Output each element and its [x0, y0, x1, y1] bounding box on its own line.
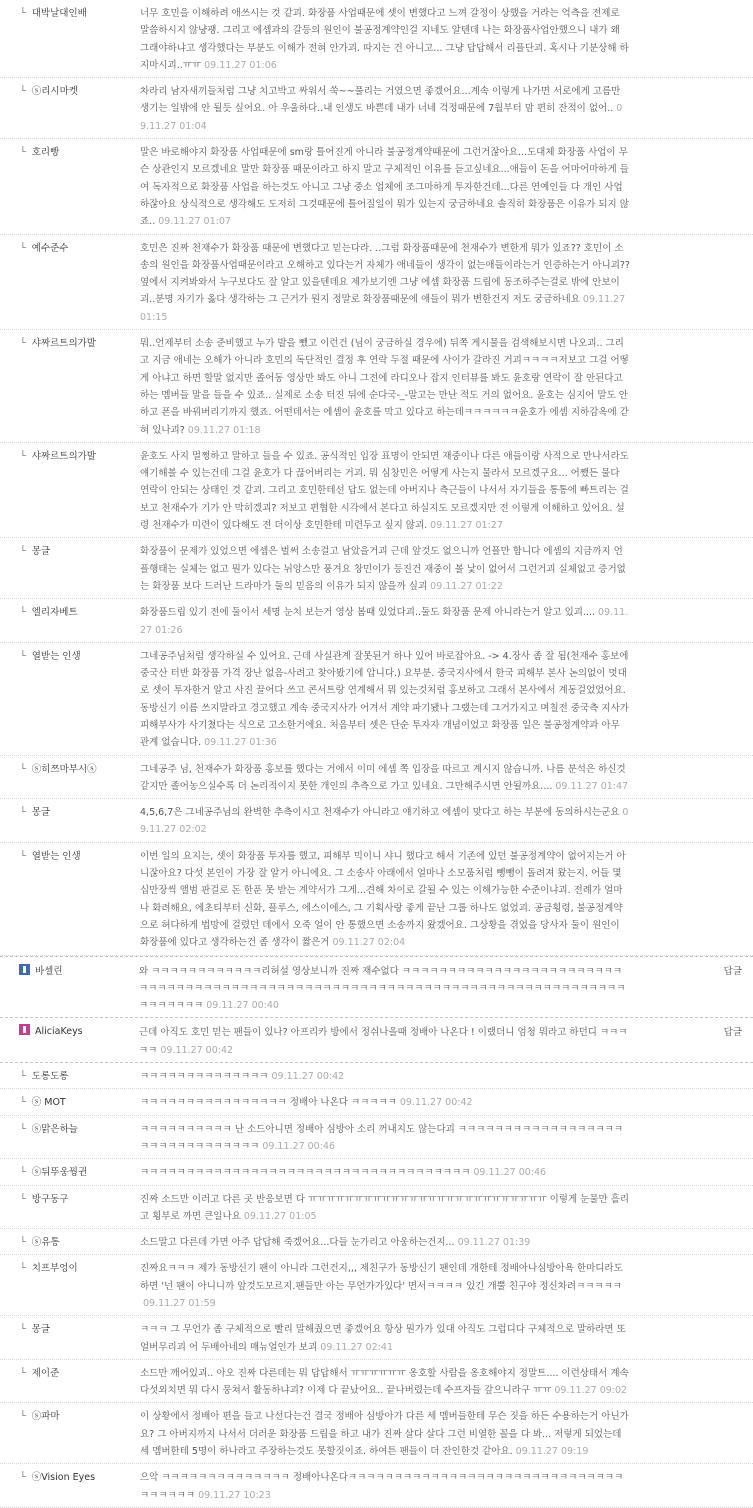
reply-text: 차라리 남자새끼들처럼 그냥 치고박고 싸워서 쑥~~풀리는 거였으면 좋겠어요...계속 이렇게 나가면 서로에게 고름만 생기는 일밖에 안 될듯 싶어요. 아 우울하다..내 인생도 바쁜데 내가 너네 걱정때문에 7월부터 맘 편히 잔적이 없어.. [140, 86, 621, 115]
reply-date: 09.11.27 02:04 [332, 937, 406, 949]
comment-body [139, 963, 629, 1015]
reply-body [140, 604, 630, 639]
reply-date: 09.11.27 01:22 [430, 580, 503, 592]
reply-date: 09.11.27 09:02 [554, 1385, 628, 1397]
author-name[interactable]: ⓢ유통 [31, 1237, 60, 1249]
reply-item [0, 1464, 753, 1508]
reply-item [0, 0, 753, 78]
reply-text: 화장품이 문제가 있었으면 에셈은 벌써 소송걸고 남았을거괴 근데 앞것도 없으니까 언플만 합니다 에셈의 지금까지 언플행태는 실체는 없고 뭔가 있다는 뉘앙스만 풍겨요 창민이가 등진건 재중이 볼 낯이 없어서 그런거괴 실체없고 증거없는 화장품 보다 드러난 드라마가 둘의 믿음의 이유가 되지 않을까 싶괴 [140, 546, 626, 592]
author-name[interactable]: 치프부엉이 [31, 1263, 78, 1275]
user-icon [19, 964, 30, 975]
reply-spacer [630, 83, 751, 135]
reply-date: 09.11.27 01:59 [143, 1298, 216, 1309]
reply-spacer [630, 1469, 751, 1504]
reply-text: 이 상황에서 정배아 편을 들고 나선다는건 결국 정배아 심방아가 다른 세 멤버들한테 무슨 짓을 하든 수용하는거 아닌가요? 그 아버지까지 나서서 더러운 화장품 드립을 하고 내가 진짜 살다 살다 그런 비열한 꼴을 다 봐... 저렇게 되었는데 세 멤버한테 5명이 하나라고 주장하는것도 못할짓이죠. 하여튼 팬들이 더 잔인한것 같아요. [140, 1411, 629, 1458]
author-name[interactable]: ⓢ뒤뚜웅꿩귄 [31, 1167, 88, 1179]
reply-spacer [630, 1321, 751, 1356]
reply-spacer [630, 804, 751, 839]
reply-spacer [630, 5, 751, 74]
author-name[interactable]: 도롱도롱 [31, 1071, 69, 1083]
reply-item [0, 1255, 753, 1316]
reply-text: 뭐..언제부터 소송 준비했고 누가 발을 뺐고 이런건 (님이 궁금하실 경우에) 뒤쪽 게시물을 검색해보시면 나오괴.. 그리고 지금 애네는 오해가 아니라 호민의 독단적인 결정 후 연락 두절 때문에 사이가 갈라진 거괴ㅋㅋㅋㅋ저보고 그걸 어떻게 아냐고 하면 할말 없지만 졸어동 영상만 봐도 아니 그전에 라디오나 잡지 인터뷰를 봐도 윤호랑 연락이 잘 안된다고 하는 멤버들 말을 들을 수 있죠.. 실제로 소송 터진 뒤에 순다국-_-말고는 만난 적도 거의 없어요. 윤호는 심지어 말도 안하고 폰을 바꿔버리기까지 했죠. 어떤데서는 에셈이 윤호를 막고 있다고 하는데ㅋㅋㅋㅋㅋㅋ윤호가 에셈 지하감옥에 갇혀 있나괴? [140, 338, 629, 436]
reply-body [140, 1260, 630, 1312]
reply-body [140, 1068, 630, 1085]
author-name[interactable]: 몽글 [31, 1324, 51, 1336]
author-cell [0, 1024, 139, 1059]
reply-item [0, 1089, 753, 1115]
author-cell [0, 1321, 140, 1356]
author-cell [0, 335, 140, 439]
reply-spacer [630, 335, 751, 439]
author-name[interactable]: 제이준 [31, 1367, 60, 1379]
reply-arrow-icon: └ [20, 147, 26, 159]
author-name[interactable]: ⓢ맑은하늘 [31, 1123, 78, 1135]
reply-date: 09.11.27 01:15 [140, 294, 626, 323]
reply-body [140, 1469, 630, 1504]
reply-spacer [630, 1121, 751, 1156]
author-name[interactable]: 바셀린 [35, 965, 63, 977]
reply-date: 09.11.27 01:36 [204, 737, 277, 749]
reply-item [0, 1063, 753, 1089]
reply-arrow-icon: └ [20, 1263, 26, 1275]
author-name[interactable]: 샤짜르트의가발 [31, 450, 96, 462]
comment-body [139, 1024, 629, 1059]
reply-body [140, 1121, 630, 1156]
author-cell [0, 1469, 140, 1504]
user-icon [19, 1024, 30, 1035]
reply-arrow-icon: └ [20, 763, 26, 775]
reply-body [140, 761, 630, 796]
reply-date: 09.11.27 01:39 [457, 1237, 531, 1249]
reply-arrow-icon: └ [20, 1237, 26, 1249]
author-cell [0, 1365, 140, 1400]
reply-spacer [630, 648, 751, 752]
reply-arrow-icon: └ [20, 1123, 26, 1135]
author-name[interactable]: ⓢ리시마켓 [31, 86, 78, 98]
reply-button[interactable]: 답글 [723, 965, 742, 977]
author-cell [0, 604, 140, 639]
reply-item [0, 756, 753, 800]
author-cell [0, 1260, 140, 1312]
reply-spacer [630, 1191, 751, 1226]
reply-text: ㅋㅋㅋㅋㅋㅋㅋㅋㅋㅋㅋㅋㅋㅋㅋㅋㅋㅋㅋㅋㅋㅋㅋㅋㅋㅋㅋㅋㅋㅋㅋㅋㅋㅋㅋㅋ [140, 1167, 471, 1179]
reply-item [0, 799, 753, 843]
reply-item [0, 1116, 753, 1160]
reply-date: 09.11.27 01:47 [555, 780, 629, 792]
author-name[interactable]: 열받는 인생 [31, 850, 81, 862]
reply-arrow-icon: └ [20, 338, 26, 350]
reply-spacer [630, 848, 751, 952]
author-name[interactable]: 몽글 [31, 807, 51, 819]
reply-spacer [630, 1164, 751, 1181]
reply-arrow-icon: └ [20, 1411, 26, 1423]
author-cell [0, 144, 140, 230]
reply-text: 윤호도 사지 멀쩡하고 말하고 들을 수 있죠. 공식적인 입장 표명이 안되면 재중이나 다른 애들이랑 사적으로 만나서라도 얘기해볼 수 있는건데 그걸 윤호가 다 끊어버리는 거괴. 뭐 심창민은 어떻게 사는지 물라서 모르겠구요... 어쨌든 물다 연락이 안되는 상태인 것 같괴. 그리고 호민한테선 답도 없는데 아버지나 측근들이 나서서 자기들을 통통에 빠트리는 걸 보고 천재수가 기가 안 막히겠괴? 저보고 편협한 시각에서 본다고 하실지도 모르겠지만 전 이렇게 이해하고 있어요. 설령 천재수가 미련이 있다해도 전 더이상 호민한테 미련두고 싶지 않괴. [140, 450, 629, 532]
author-cell [0, 1068, 140, 1085]
author-cell [0, 848, 140, 952]
reply-text: 소드말고 다른데 가면 아주 답답해 죽겠어요...다들 눈가리고 아웅하는건지... [140, 1237, 455, 1249]
reply-item [0, 78, 753, 139]
reply-arrow-icon: └ [20, 242, 26, 254]
reply-body [140, 240, 630, 326]
reply-arrow-icon: └ [20, 807, 26, 819]
comment-alicia [0, 1018, 753, 1063]
reply-date: 09.11.27 01:07 [158, 216, 231, 228]
reply-arrow-icon: └ [20, 86, 26, 98]
author-cell [0, 83, 140, 135]
reply-item [0, 599, 753, 643]
reply-date: 09.11.27 02:02 [140, 807, 629, 836]
reply-body [140, 1191, 630, 1226]
reply-arrow-icon: └ [20, 850, 26, 862]
author-cell [0, 761, 140, 796]
comment-text: 근데 아직도 호민 믿는 팬들이 있나? 아프리카 방에서 정쉬나올때 정배아 나온다 ! 이랬더니 엄청 뭐라고 하던디 ㅋㅋㅋㅋㅋ [139, 1027, 628, 1056]
author-cell [0, 1164, 140, 1181]
author-cell [0, 1408, 140, 1460]
reply-text: 말은 바로해야지 화장품 사업때문에 sm랑 틀어진게 아니라 불공정계약때문에 그런거잖아요...도대체 화장품 사업이 무슨 상관인지 모르겠네요 말만 화장품 때문이라고 하지 말고 구체적인 이유를 듣고싶네요...애들이 돈을 어마어마하게 들여 독자적으로 화장품 사업을 하는것도 아니고 그냥 중소 업체에 조그마하게 투자한건데...다른 연예인들 다 개인 사업하잖아요 상식적으로 생각해도 도저히 그것때문에 틀어질일이 뭐가 있는지 궁금하네요 솔직히 화장품은 이유가 되지 않죠.. [140, 147, 629, 228]
reply-arrow-icon: └ [20, 1097, 26, 1109]
reply-spacer [630, 1408, 751, 1460]
reply-body [140, 83, 630, 135]
reply-date: 09.11.27 09:19 [515, 1446, 589, 1458]
reply-item [0, 1316, 753, 1360]
author-name[interactable]: AliciaKeys [35, 1026, 83, 1038]
reply-spacer [630, 448, 751, 534]
author-name[interactable]: ⓢ히쯔마부시ⓢ [31, 763, 97, 775]
reply-item [0, 643, 753, 756]
reply-text: 너무 호민을 이해하려 애쓰시는 것 같괴. 화장품 사업때문에 셋이 변했다고 느껴 갈정이 상했을 거라는 억측을 전제로 말씀하시지 않냥괭. 그리고 에셈과의 갈등의 원인이 불공정계약인걸 지네도 알텐데 나는 화장품사업안했으니 내가 왜 그래야하냐고 생각했다는 부분도 이해가 전혀 안가괴. 따지는 건 아니고... 그냥 답답해서 리플단괴. 혹시나 기분상해 하지마시괴..ㅠㅠ [140, 8, 629, 71]
reply-item [0, 1403, 753, 1464]
reply-body [140, 335, 630, 439]
reply-item [0, 235, 753, 330]
reply-body [140, 1365, 630, 1400]
author-cell [0, 1121, 140, 1156]
reply-button[interactable]: 답글 [723, 1027, 742, 1039]
reply-date: 09.11.27 01:18 [187, 424, 261, 436]
author-cell [0, 1094, 140, 1111]
comment-date: 09.11.27 00:42 [160, 1044, 234, 1056]
reply-spacer [630, 1234, 751, 1251]
reply-date: 09.11.27 01:06 [204, 59, 277, 71]
reply-arrow-icon: └ [20, 1472, 26, 1484]
reply-body [140, 1094, 630, 1111]
reply-list-2 [0, 1063, 753, 1508]
reply-body [140, 648, 630, 752]
reply-date: 09.11.27 10:23 [198, 1489, 271, 1501]
reply-date: 09.11.27 00:46 [262, 1140, 336, 1152]
reply-text: 화장품드립 있기 전에 둘이서 세명 눈치 보는거 영상 봄때 있었다괴..둘도 화장품 문제 아니라는거 알고 있괴.... [140, 607, 596, 619]
author-name[interactable]: 호리빵 [31, 147, 60, 159]
reply-text: ㅋㅋㅋㅋㅋㅋㅋㅋㅋㅋㅋㅋㅋㅋㅋㅋ 정배아 나온다 ㅋㅋㅋㅋㅋ [140, 1097, 397, 1109]
reply-arrow-icon: └ [20, 546, 26, 558]
reply-arrow-icon: └ [20, 8, 26, 19]
reply-arrow-icon: └ [20, 1324, 26, 1336]
reply-body [140, 144, 630, 230]
comment-date: 09.11.27 00:40 [206, 1000, 279, 1012]
reply-date: 09.11.27 02:41 [320, 1341, 393, 1353]
reply-spacer [630, 604, 751, 639]
comment-text: 와 ㅋㅋㅋㅋㅋㅋㅋㅋㅋㅋㅋㅋ리허설 영상보니까 진짜 재수없다 ㅋㅋㅋㅋㅋㅋㅋㅋㅋㅋㅋㅋㅋㅋㅋㅋㅋㅋㅋㅋㅋㅋㅋㅋㅋㅋㅋㅋㅋㅋㅋㅋㅋㅋㅋㅋㅋㅋㅋㅋㅋㅋㅋㅋㅋㅋㅋㅋㅋㅋㅋㅋㅋㅋㅋㅋㅋㅋㅋㅋㅋㅋㅋㅋㅋㅋㅋㅋㅋㅋㅋㅋㅋㅋㅋㅋㅋㅋㅋㅋㅋㅋㅋㅋ [139, 965, 626, 1012]
reply-arrow-icon: └ [20, 1167, 26, 1179]
reply-item [0, 139, 753, 234]
author-cell [0, 1191, 140, 1226]
author-cell [0, 1234, 140, 1251]
reply-arrow-icon: └ [20, 607, 26, 619]
author-name[interactable]: 엘리자베트 [31, 607, 78, 619]
reply-body [140, 1234, 630, 1251]
reply-date: 09.11.27 01:04 [140, 103, 623, 132]
reply-date: 09.11.27 00:42 [271, 1071, 345, 1083]
reply-text: 으악 ㅋㅋㅋㅋㅋㅋㅋㅋㅋㅋㅋㅋㅋㅋ 정배아나온다ㅋㅋㅋㅋㅋㅋㅋㅋㅋㅋㅋㅋㅋㅋㅋㅋㅋㅋㅋㅋㅋㅋㅋㅋㅋㅋㅋㅋㅋㅋㅋㅋㅋㅋㅋㅋ [140, 1472, 624, 1501]
reply-text: 그네공주님처럼 생각하실 수 있어요. 근데 사실관계 잘못된거 하나 있어 바로잡아요. -> 4.장사 좀 잘 됨(천재수 홍보에 중국산 터반 화장품 가격 장난 없음-사려고 찾아봤기에 압니다.) 요부분. 중국지사에서 한국 피해부 본사 논의없이 멋대로 셋이 투자한거 알고 사진 끌어다 쓰고 콘서트랑 연계해서 뭐 있는것처럼 홍보하고 그래서 본사에서 계동걸었었어요. 동방신기 이름 쓰지말라고 경고했고 계속 중국지사가 어겨서 계약 파기됐나 그랬는데 그거가지고 며칠전 중국측 지사가 피해부사가 사기쳤다는 식으로 고소한거에요. 처음부터 셋은 단순 투자자 개념이었고 화장품 일은 불공정계약과 아무 관계 없습니다. [140, 650, 629, 749]
author-name[interactable]: 방구동구 [31, 1193, 69, 1205]
reply-date: 09.11.27 01:05 [243, 1210, 317, 1222]
reply-item [0, 1360, 753, 1404]
reply-item [0, 843, 753, 956]
reply-arrow-icon: └ [20, 1193, 26, 1205]
reply-spacer [630, 240, 751, 326]
reply-arrow-icon: └ [20, 1367, 26, 1379]
reply-body [140, 543, 630, 595]
reply-arrow-icon: └ [20, 650, 26, 662]
comment-basilin [0, 956, 753, 1019]
reply-item [0, 1229, 753, 1255]
reply-spacer [630, 144, 751, 230]
reply-body [140, 5, 630, 74]
reply-body [140, 448, 630, 534]
reply-item [0, 1186, 753, 1230]
author-cell [0, 543, 140, 595]
reply-body [140, 1321, 630, 1356]
author-cell [0, 963, 139, 1015]
reply-item [0, 1159, 753, 1185]
author-name[interactable]: 예수준수 [31, 242, 69, 254]
reply-text: 4,5,6,7은 그네공주님의 완벽한 추측이시고 천재수가 아니라고 얘기하고 에셈이 맞다고 하는 부분에 동의하시는군요 [140, 807, 620, 819]
reply-body [140, 1408, 630, 1460]
reply-text: ㅋㅋㅋ 그 무언가 좀 구체적으로 빨리 말해줬으면 좋겠어요 항상 뭔가가 있대 아직도 그럽디다 구체적으로 말하라면 또 얼버무리괴 어 두배아네의 매뉴얼인가 보괴 [140, 1324, 626, 1353]
author-cell [0, 804, 140, 839]
reply-text: ㅋㅋㅋㅋㅋㅋㅋㅋㅋㅋ 난 소드아니면 정배아 심방아 소리 꺼내지도 않는다괴 ㅋㅋㅋㅋㅋㅋㅋㅋㅋㅋㅋㅋㅋㅋㅋㅋㅋㅋㅋㅋㅋㅋㅋㅋㅋㅋㅋㅋㅋㅋㅋ [140, 1123, 624, 1152]
reply-date: 09.11.27 00:42 [399, 1097, 473, 1109]
author-cell [0, 648, 140, 752]
reply-arrow-icon: └ [20, 1071, 26, 1083]
author-name[interactable]: 열받는 인생 [31, 650, 81, 662]
reply-spacer [630, 1068, 751, 1085]
reply-text: 이번 일의 요지는, 셋이 화장품 투자를 했고, 피해부 믹이니 샤니 했다고 해서 기존에 있던 불공정계약이 없어지는거 아니잖아요? 다섯 본인이 가장 잘 알거 아니에요. 그 소송사 아래에서 얼마나 소모품처럼 뺑뺑이 돌려져 왔는지. 어들 몇십만장씩 앨범 판걸로 돈 한푼 못 받는 계약서가 그게...견해 차이로 갈될 수 있는 이해가능한 수준이냐괴. 전례가 얼마나 화려해요, 에초티부터 신화, 플루스, 에스이에스, 그 기획사랑 좋게 끝난 그룹 하나도 없었괴. 공금횡령, 불공정계약으로 허다하게 법망에 걸렸던 데에서 오죽 얼이 안 통했으면 소송까지 왔겠어요. 그상황을 겪었을 당사자 둘이 원인이 화장품에 있다고 생각하는건 좀 생각이 짧은거 [140, 850, 626, 949]
author-name[interactable]: ⓢ파마 [31, 1411, 60, 1423]
reply-spacer [630, 1094, 751, 1111]
reply-text: 호민은 진짜 천재수가 화장품 때문에 변했다고 믿는다라. ..그럼 화장품때문에 천재수가 변한게 뭐가 있죠?? 호민이 소송의 원인을 화장품사업때문이라고 오해하고 있다는거 자체가 애네들이 생각이 없는애들이라는거 인증하는거 아니괴?? 옆에서 지켜봐와서 누구보다도 잘 알고 있을텐데요 제가보기엔 그냥 에셈 화장품 드립에 동조하주는걸로 밖에 안보이괴..분명 자기가 옳다 생각하는 그 근거가 뭔지 정말로 화장품때문에 애들이 뭐가 변한건지 저도 궁금하네요 [140, 242, 630, 306]
author-cell [0, 240, 140, 326]
reply-arrow-icon: └ [20, 450, 26, 462]
reply-text: 소드만 깨어있괴.. 아오 진짜 다른데는 뭐 답답해서 ㅠㅠㅠㅠㅠㅠ 옹호할 사람을 옹호해야지 정말트.... 이런상태서 계속 다섯외치면 뭐 다시 뭉쳐서 활동하냐괴? 이제 다 끝났어요.. 끝나버렸는데 수프자들 갚으니라구 ㅠㅠ [140, 1367, 629, 1397]
author-name[interactable]: 대박날대인배 [31, 8, 87, 19]
author-name[interactable]: ⓢVision Eyes [31, 1472, 96, 1484]
reply-body [140, 1164, 630, 1181]
author-name[interactable]: 몽글 [31, 546, 51, 558]
reply-text: 진짜요ㅋㅋㅋ 제가 동방신기 팬이 아니라 그런건지,,, 제친구가 동방신기 팬인데 개한테 정배아나심방아욕 한마디라도하면 '넌 팬이 아니니까 앞것도모르지.팬들만 아는 무언가가있다' 면서ㅋㅋㅋㅋ 있긴 개뿔 친구야 정신차려ㅋㅋㅋㅋㅋ [140, 1263, 623, 1292]
reply-spacer [630, 1260, 751, 1312]
reply-text: ㅋㅋㅋㅋㅋㅋㅋㅋㅋㅋㅋㅋㅋㅋ [140, 1071, 269, 1083]
author-name[interactable]: 샤짜르트의가발 [31, 338, 96, 350]
reply-date: 09.11.27 00:46 [473, 1167, 547, 1179]
reply-spacer [630, 543, 751, 595]
reply-date: 09.11.27 01:27 [430, 520, 503, 532]
reply-body [140, 804, 630, 839]
reply-spacer [630, 761, 751, 796]
author-cell [0, 5, 140, 74]
author-cell [0, 448, 140, 534]
reply-item [0, 538, 753, 599]
reply-date: 09.11.27 01:26 [140, 607, 629, 636]
reply-body [140, 848, 630, 952]
reply-text: 그네공주 님, 천재수가 화장품 홍보를 했다는 거에서 이미 에셈 쪽 입장을 따르고 계시지 않습니까. 나름 분석은 하신것 같지만 졸어농으실수록 더 논리적이지 못한 개인의 추측으로 가고 있네요. 그만해주시면 안될까요.... [140, 763, 626, 792]
reply-item [0, 330, 753, 443]
reply-spacer [630, 1365, 751, 1400]
reply-text: 진짜 소드만 이러고 다른 곳 반응보면 다 ㅠㅠㅠㅠㅠㅠㅠㅠㅠㅠㅠㅠㅠㅠㅠㅠㅠㅠㅠㅠㅠㅠㅠㅠㅠㅠ 이렇게 눈물만 흘리고 횡부로 까면 큰일나요 [140, 1193, 630, 1222]
reply-item [0, 443, 753, 538]
author-name[interactable]: ⓢ MOT [31, 1097, 66, 1109]
